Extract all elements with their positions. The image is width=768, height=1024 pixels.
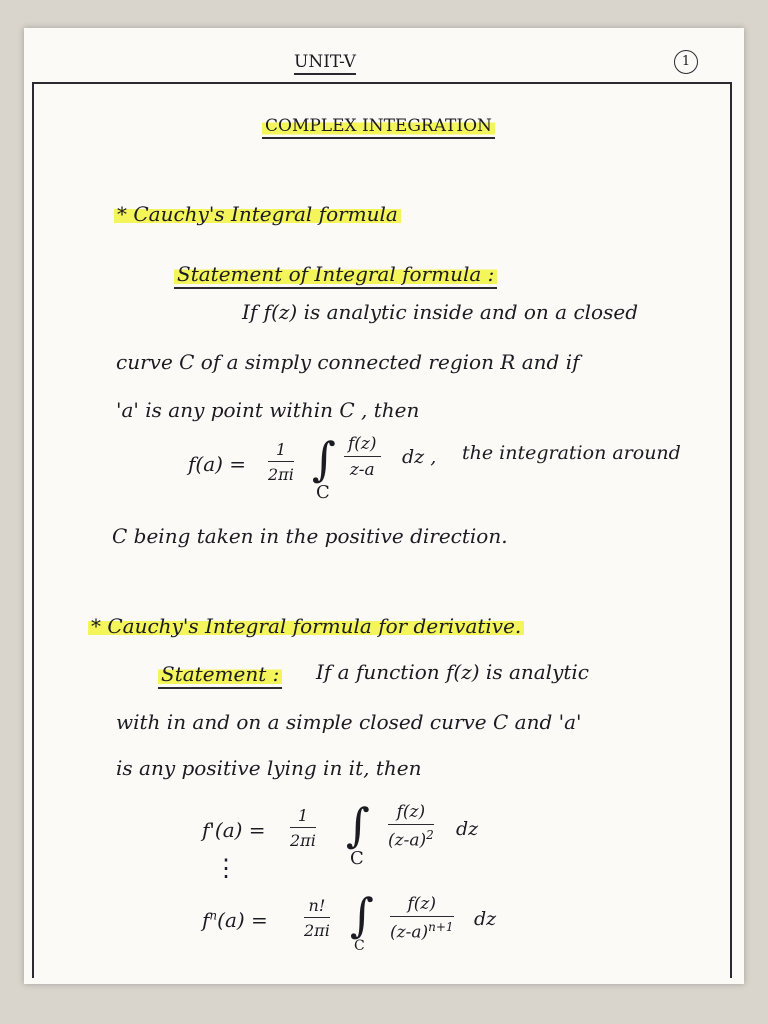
contour-label: C: [354, 938, 365, 954]
coefficient-numerator: 1: [290, 806, 316, 828]
formula2-lhs: f'(a) =: [202, 818, 266, 842]
coefficient-denominator: 2πi: [304, 921, 330, 940]
denominator-exponent: n+1: [428, 920, 454, 934]
section2-line1: If a function f(z) is analytic: [316, 660, 589, 684]
formula1-tail: the integration around: [462, 442, 681, 464]
formula1-coefficient: [268, 440, 294, 484]
section1-statement-heading: [174, 262, 497, 286]
formula3-coefficient: [304, 896, 330, 940]
section2-line3: is any positive lying in it, then: [116, 756, 422, 780]
section2-heading: [88, 614, 524, 638]
formula2-integrand: [388, 802, 434, 851]
section1-line2: curve C of a simply connected region R and if: [116, 350, 580, 374]
notebook-page: [24, 28, 744, 984]
integral-symbol: ∫: [312, 432, 336, 486]
integrand-denominator: z-a: [349, 460, 375, 480]
coefficient-denominator: 2πi: [268, 465, 294, 484]
section1-line1: If f(z) is analytic inside and on a closed: [242, 300, 638, 324]
section1-line4: C being taken in the positive direction.: [112, 524, 508, 548]
section2-heading-text: * Cauchy's Integral formula for derivative.: [88, 614, 524, 638]
formula2-dz: dz: [456, 818, 479, 840]
page-number: 1: [674, 50, 698, 74]
section1-heading-text: * Cauchy's Integral formula: [114, 202, 401, 226]
statement-heading-text: Statement of Integral formula :: [174, 262, 497, 289]
formula2-coefficient: [290, 806, 316, 850]
lhs-rest: (a) =: [217, 908, 268, 932]
contour-label: C: [350, 848, 364, 869]
page-title: COMPLEX INTEGRATION: [262, 116, 495, 139]
unit-label: UNIT-V: [294, 52, 356, 75]
integral-symbol: ∫: [346, 798, 370, 852]
lhs-exponent: n: [209, 908, 218, 923]
coefficient-denominator: 2πi: [290, 831, 316, 850]
denominator-exponent: 2: [426, 828, 434, 842]
vertical-dots: ⋮: [214, 854, 238, 882]
integrand-denominator: [388, 825, 434, 851]
integrand-denominator: [390, 917, 454, 943]
denominator-base: (z-a): [388, 830, 427, 851]
section1-heading: [114, 202, 401, 226]
integral-symbol: ∫: [350, 888, 374, 942]
lhs-base: f: [202, 908, 210, 932]
denominator-base: (z-a): [390, 922, 429, 943]
integrand-numerator: f(z): [390, 894, 454, 917]
formula1-dz: dz ,: [402, 446, 437, 468]
statement-label-text: Statement :: [158, 662, 282, 689]
formula3-integrand: [390, 894, 454, 943]
formula1-integrand: [344, 434, 381, 480]
section2-line2: with in and on a simple closed curve C and 'a': [116, 710, 582, 734]
formula1-lhs: f(a) =: [188, 452, 247, 476]
formula3-lhs: [202, 908, 268, 932]
integrand-numerator: f(z): [344, 434, 381, 457]
coefficient-numerator: 1: [268, 440, 294, 462]
section1-line3: 'a' is any point within C , then: [116, 398, 420, 422]
section2-statement-label: [158, 662, 282, 686]
coefficient-numerator: n!: [304, 896, 330, 918]
integrand-numerator: f(z): [388, 802, 434, 825]
contour-label: C: [316, 482, 330, 503]
formula3-dz: dz: [474, 908, 497, 930]
